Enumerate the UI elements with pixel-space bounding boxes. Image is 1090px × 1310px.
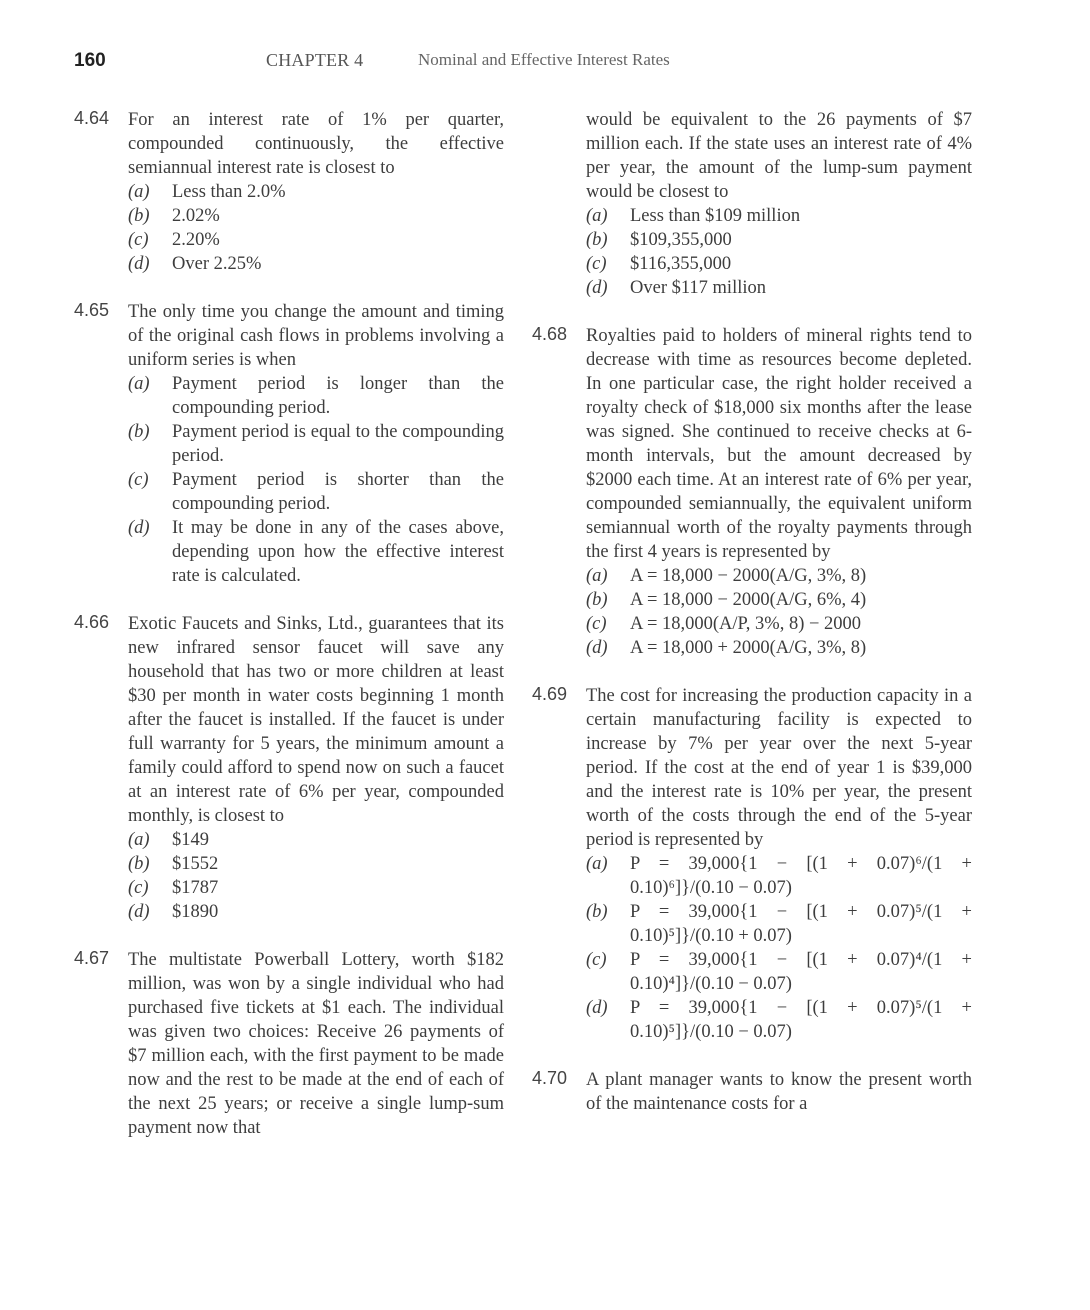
choice-text: Less than $109 million [630, 206, 801, 226]
answer-choice [128, 876, 504, 900]
choice-text: Payment period is longer than the compounding period. [172, 374, 504, 418]
answer-choice [128, 228, 504, 252]
choice-text: P = 39,000{1 − [(1 + 0.07)⁵/(1 + 0.10)⁵]}/(0.10 − 0.07) [630, 998, 972, 1042]
answer-choice [128, 252, 504, 276]
left-column [74, 108, 504, 1164]
problem-text: A plant manager wants to know the present worth of the maintenance costs for a [586, 1070, 972, 1114]
answer-choice [586, 588, 972, 612]
choice-list [128, 180, 504, 276]
choice-text: 2.02% [172, 206, 220, 226]
choice-list [128, 372, 504, 588]
answer-choice [586, 204, 972, 228]
choice-list [586, 564, 972, 660]
problem-text: Exotic Faucets and Sinks, Ltd., guarantees that its new infrared sensor faucet will save any household that has two or more children at least $30 per month in water costs beginning 1 month after the faucet is installed. If the faucet is under full warranty for 5 years, the minimum amount a family could afford to spend now on such a faucet at an interest rate of 6% per year, compounded monthly, is closest to [128, 614, 504, 826]
choice-label: (c) [586, 950, 607, 970]
choice-text: $1787 [172, 878, 219, 898]
choice-label: (a) [128, 374, 150, 394]
problem-text: The multistate Powerball Lottery, worth $182 million, was won by a single individual who had purchased five tickets at $1 each. The individual was given two choices: Receive 26 payments of $7 million each, with the first payment to be made now and the rest to be made at the end of each of the next 25 years; or receive a single lump-sum payment now that [128, 950, 504, 1138]
choice-text: Payment period is equal to the compounding period. [172, 422, 504, 466]
choice-text: It may be done in any of the cases above, depending upon how the effective interest rate is calculated. [172, 518, 504, 586]
problem-4-66 [74, 612, 504, 924]
choice-text: Over 2.25% [172, 254, 262, 274]
choice-label: (c) [128, 878, 149, 898]
problem-4-64 [74, 108, 504, 276]
choice-text: Less than 2.0% [172, 182, 286, 202]
choice-text: $1552 [172, 854, 219, 874]
problem-text: The cost for increasing the production capacity in a certain manufacturing facility is expected to increase by 7% per year over the next 5-year period. If the cost at the end of year 1 is $39,000 and the interest rate is 10% per year, the present worth of the costs through the end of the 5-year period is represented by [586, 686, 972, 850]
problem-4-69 [532, 684, 972, 1044]
problem-number: 4.66 [74, 612, 110, 632]
answer-choice [128, 852, 504, 876]
answer-choice [586, 564, 972, 588]
choice-text: A = 18,000(A/P, 3%, 8) − 2000 [630, 614, 862, 634]
problem-4-67 [74, 948, 504, 1140]
choice-text: P = 39,000{1 − [(1 + 0.07)⁵/(1 + 0.10)⁵]}/(0.10 + 0.07) [630, 902, 972, 946]
choice-label: (d) [128, 902, 150, 922]
problem-number: 4.68 [532, 324, 568, 344]
choice-label: (b) [586, 230, 608, 250]
answer-choice [586, 636, 972, 660]
problem-4-70 [532, 1068, 972, 1116]
choice-text: $116,355,000 [630, 254, 732, 274]
choice-text: P = 39,000{1 − [(1 + 0.07)⁶/(1 + 0.10)⁶]}/(0.10 − 0.07) [630, 854, 972, 898]
answer-choice [586, 852, 972, 900]
problem-text: The only time you change the amount and timing of the original cash flows in problems involving a uniform series is when [128, 302, 504, 370]
choice-label: (b) [128, 854, 150, 874]
page-number: 160 [74, 50, 106, 71]
answer-choice [586, 252, 972, 276]
choice-text: 2.20% [172, 230, 220, 250]
choice-label: (b) [128, 206, 150, 226]
choice-text: $149 [172, 830, 209, 850]
choice-text: P = 39,000{1 − [(1 + 0.07)⁴/(1 + 0.10)⁴]}/(0.10 − 0.07) [630, 950, 972, 994]
choice-label: (d) [128, 254, 150, 274]
problem-4-68 [532, 324, 972, 660]
problem-text: Royalties paid to holders of mineral rights tend to decrease with time as resources become depleted. In one particular case, the right holder received a royalty check of $18,000 six months after the lease was signed. She continued to receive checks at 6-month intervals, but the amount decreased by $2000 each time. At an interest rate of 6% per year, compounded semiannually, the equivalent uniform semiannual worth of the royalty payments through the first 4 years is represented by [586, 326, 972, 562]
choice-text: $109,355,000 [630, 230, 732, 250]
problem-4-67-continued [532, 108, 972, 300]
choice-text: Over $117 million [630, 278, 766, 298]
chapter-label: CHAPTER 4 [266, 50, 364, 70]
answer-choice [128, 204, 504, 228]
problem-number: 4.67 [74, 948, 110, 968]
answer-choice [128, 372, 504, 420]
answer-choice [128, 516, 504, 588]
problem-number: 4.69 [532, 684, 568, 704]
choice-label: (d) [586, 638, 608, 658]
choice-text: $1890 [172, 902, 219, 922]
choice-label: (c) [128, 230, 149, 250]
choice-list [586, 852, 972, 1044]
answer-choice [128, 900, 504, 924]
choice-label: (a) [586, 206, 608, 226]
answer-choice [128, 420, 504, 468]
problem-4-65 [74, 300, 504, 588]
answer-choice [586, 276, 972, 300]
answer-choice [128, 468, 504, 516]
choice-label: (c) [128, 470, 149, 490]
choice-list [586, 204, 972, 300]
choice-label: (a) [128, 830, 150, 850]
right-column [532, 108, 972, 1140]
problem-text: For an interest rate of 1% per quarter, compounded continuously, the effective semiannual interest rate is closest to [128, 110, 504, 178]
choice-label: (b) [586, 590, 608, 610]
problem-number: 4.70 [532, 1068, 568, 1088]
choice-text: Payment period is shorter than the compounding period. [172, 470, 504, 514]
answer-choice [586, 228, 972, 252]
answer-choice [586, 948, 972, 996]
answer-choice [586, 900, 972, 948]
choice-label: (a) [128, 182, 150, 202]
problem-text-continued: would be equivalent to the 26 payments of $7 million each. If the state uses an interest rate of 4% per year, the amount of the lump-sum payment would be closest to [586, 110, 972, 202]
problem-number: 4.64 [74, 108, 110, 128]
choice-label: (b) [586, 902, 608, 922]
choice-label: (d) [586, 998, 608, 1018]
choice-list [128, 828, 504, 924]
choice-label: (d) [586, 278, 608, 298]
choice-label: (b) [128, 422, 150, 442]
choice-label: (d) [128, 518, 150, 538]
choice-label: (a) [586, 854, 608, 874]
chapter-title: Nominal and Effective Interest Rates [418, 50, 670, 69]
answer-choice [586, 612, 972, 636]
choice-text: A = 18,000 + 2000(A/G, 3%, 8) [630, 638, 867, 658]
answer-choice [128, 180, 504, 204]
answer-choice [586, 996, 972, 1044]
choice-text: A = 18,000 − 2000(A/G, 3%, 8) [630, 566, 867, 586]
answer-choice [128, 828, 504, 852]
choice-text: A = 18,000 − 2000(A/G, 6%, 4) [630, 590, 867, 610]
choice-label: (c) [586, 254, 607, 274]
problem-number: 4.65 [74, 300, 110, 320]
choice-label: (c) [586, 614, 607, 634]
choice-label: (a) [586, 566, 608, 586]
